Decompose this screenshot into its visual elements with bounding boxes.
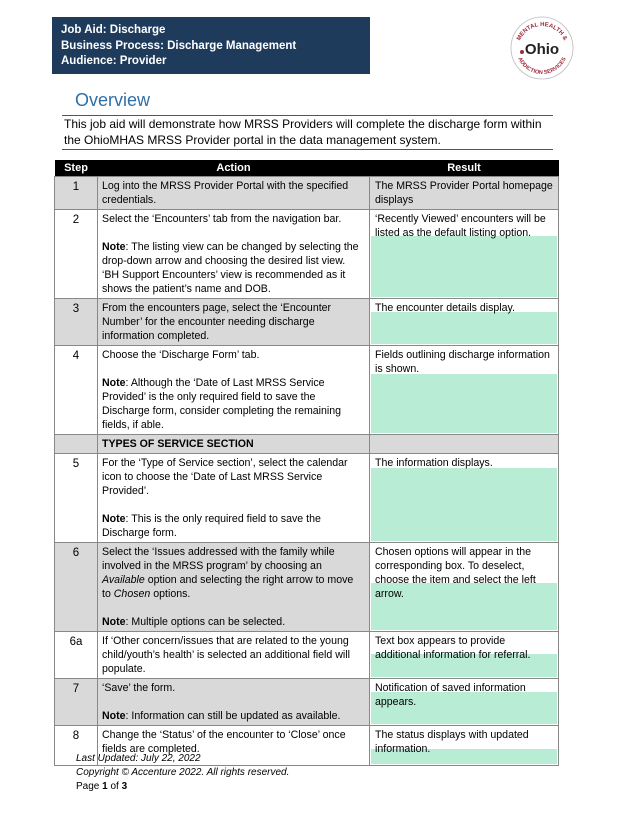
step-result: Fields outlining discharge information is shown. — [370, 346, 559, 435]
divider-bottom — [62, 149, 553, 150]
note-label: Note — [102, 513, 126, 525]
section-row — [55, 435, 559, 454]
step-result: ‘Recently Viewed’ encounters will be listed as the default listing option. — [370, 210, 559, 299]
header-action: Action — [98, 160, 370, 177]
step-result: Text box appears to provide additional information for referral. — [370, 632, 559, 679]
note-label: Note — [102, 241, 126, 253]
steps-table — [54, 160, 559, 766]
table-row — [55, 177, 559, 210]
step-result: Chosen options will appear in the corresponding box. To deselect, choose the item and select the left arrow. — [370, 543, 559, 632]
step-action: Change the ‘Status’ of the encounter to ‘Close’ once fields are completed. — [98, 726, 370, 766]
step-number: 4 — [55, 346, 98, 435]
divider-top — [62, 115, 553, 116]
note-text: : Information can still be updated as available. — [125, 710, 341, 722]
step-number: 3 — [55, 299, 98, 346]
note-text: : Although the ‘Date of Last MRSS Service Provided’ is the only required field to save the Discharge form, consider completing the remaining fields, if able. — [102, 377, 342, 431]
header-audience: Audience: Provider — [61, 55, 167, 67]
step-number: 6 — [55, 543, 98, 632]
table-row — [55, 679, 559, 726]
note-text: : Multiple options can be selected. — [125, 616, 286, 628]
ohio-mhas-logo-icon — [508, 14, 576, 82]
logo-top-arc: MENTAL HEALTH & — [516, 21, 568, 42]
note-label: Note — [102, 710, 126, 722]
table-row — [55, 454, 559, 543]
header-job-aid: Job Aid: Discharge — [61, 24, 166, 36]
last-updated: Last Updated: July 22, 2022 — [76, 753, 201, 764]
table-row — [55, 632, 559, 679]
step-result: The information displays. — [370, 454, 559, 543]
step-action: If ‘Other concern/issues that are related to the young child/youth’s health’ is selected an additional field will populate. — [98, 632, 370, 679]
step-number: 5 — [55, 454, 98, 543]
table-header-row — [55, 160, 559, 177]
step-result: The encounter details display. — [370, 299, 559, 346]
step-number: 7 — [55, 679, 98, 726]
overview-text: This job aid will demonstrate how MRSS Providers will complete the discharge form within the OhioMHAS MRSS Provider portal in the data management system. — [64, 117, 542, 147]
table-row — [55, 346, 559, 435]
job-aid-header — [52, 17, 370, 74]
step-result: Notification of saved information appears. — [370, 679, 559, 726]
step-action: Choose the ‘Discharge Form’ tab. Note: Although the ‘Date of Last MRSS Service Provided’ is the only required field to save the Discharge form, consider completing the remaining fields, if able. — [98, 346, 370, 435]
step-number: 6a — [55, 632, 98, 679]
note-text: : This is the only required field to save the Discharge form. — [102, 513, 321, 539]
step-result: The MRSS Provider Portal homepage displays — [370, 177, 559, 210]
header-step: Step — [55, 160, 98, 177]
note-label: Note — [102, 377, 126, 389]
table-row — [55, 299, 559, 346]
page-number: Page 1 of 3 — [76, 781, 128, 792]
note-text: : The listing view can be changed by selecting the drop-down arrow and choosing the desired list view. ‘BH Support Encounters’ view is recommended as it shows the patient’s name and DOB. — [102, 241, 359, 295]
step-action: For the ‘Type of Service section’, select the calendar icon to choose the ‘Date of Last MRSS Service Provided’. Note: This is the only required field to save the Discharge form. — [98, 454, 370, 543]
page-footer — [76, 752, 289, 794]
svg-text:MENTAL HEALTH & — [516, 22, 568, 42]
overview-title: Overview — [75, 90, 151, 110]
step-number: 1 — [55, 177, 98, 210]
note-label: Note — [102, 616, 126, 628]
logo-bottom-arc: ADDICTION SERVICES — [516, 56, 568, 77]
table-row — [55, 210, 559, 299]
step-action: From the encounters page, select the ‘Encounter Number’ for the encounter needing discharge information completed. — [98, 299, 370, 346]
step-action: ‘Save’ the form. Note: Information can still be updated as available. — [98, 679, 370, 726]
header-business-process: Business Process: Discharge Management — [61, 39, 297, 52]
step-number: 2 — [55, 210, 98, 299]
step-result: The status displays with updated information. — [370, 726, 559, 766]
header-result: Result — [370, 160, 559, 177]
table-row — [55, 543, 559, 632]
logo-word: Ohio — [524, 41, 560, 58]
step-action: Log into the MRSS Provider Portal with the specified credentials. — [98, 177, 370, 210]
step-number: 8 — [55, 726, 98, 766]
copyright: Copyright © Accenture 2022. All rights reserved. — [76, 767, 290, 778]
step-action: Select the ‘Issues addressed with the family while involved in the MRSS program’ by choosing an Available option and selecting the right arrow to move to Chosen options. Note: Multiple options can be selected. — [98, 543, 370, 632]
step-action: Select the ‘Encounters’ tab from the navigation bar. Note: The listing view can be changed by selecting the drop-down arrow and choosing the desired list view. ‘BH Support Encounters’ view is recommended as it shows the patient’s name and DOB. — [98, 210, 370, 299]
section-title: TYPES OF SERVICE SECTION — [98, 435, 370, 454]
